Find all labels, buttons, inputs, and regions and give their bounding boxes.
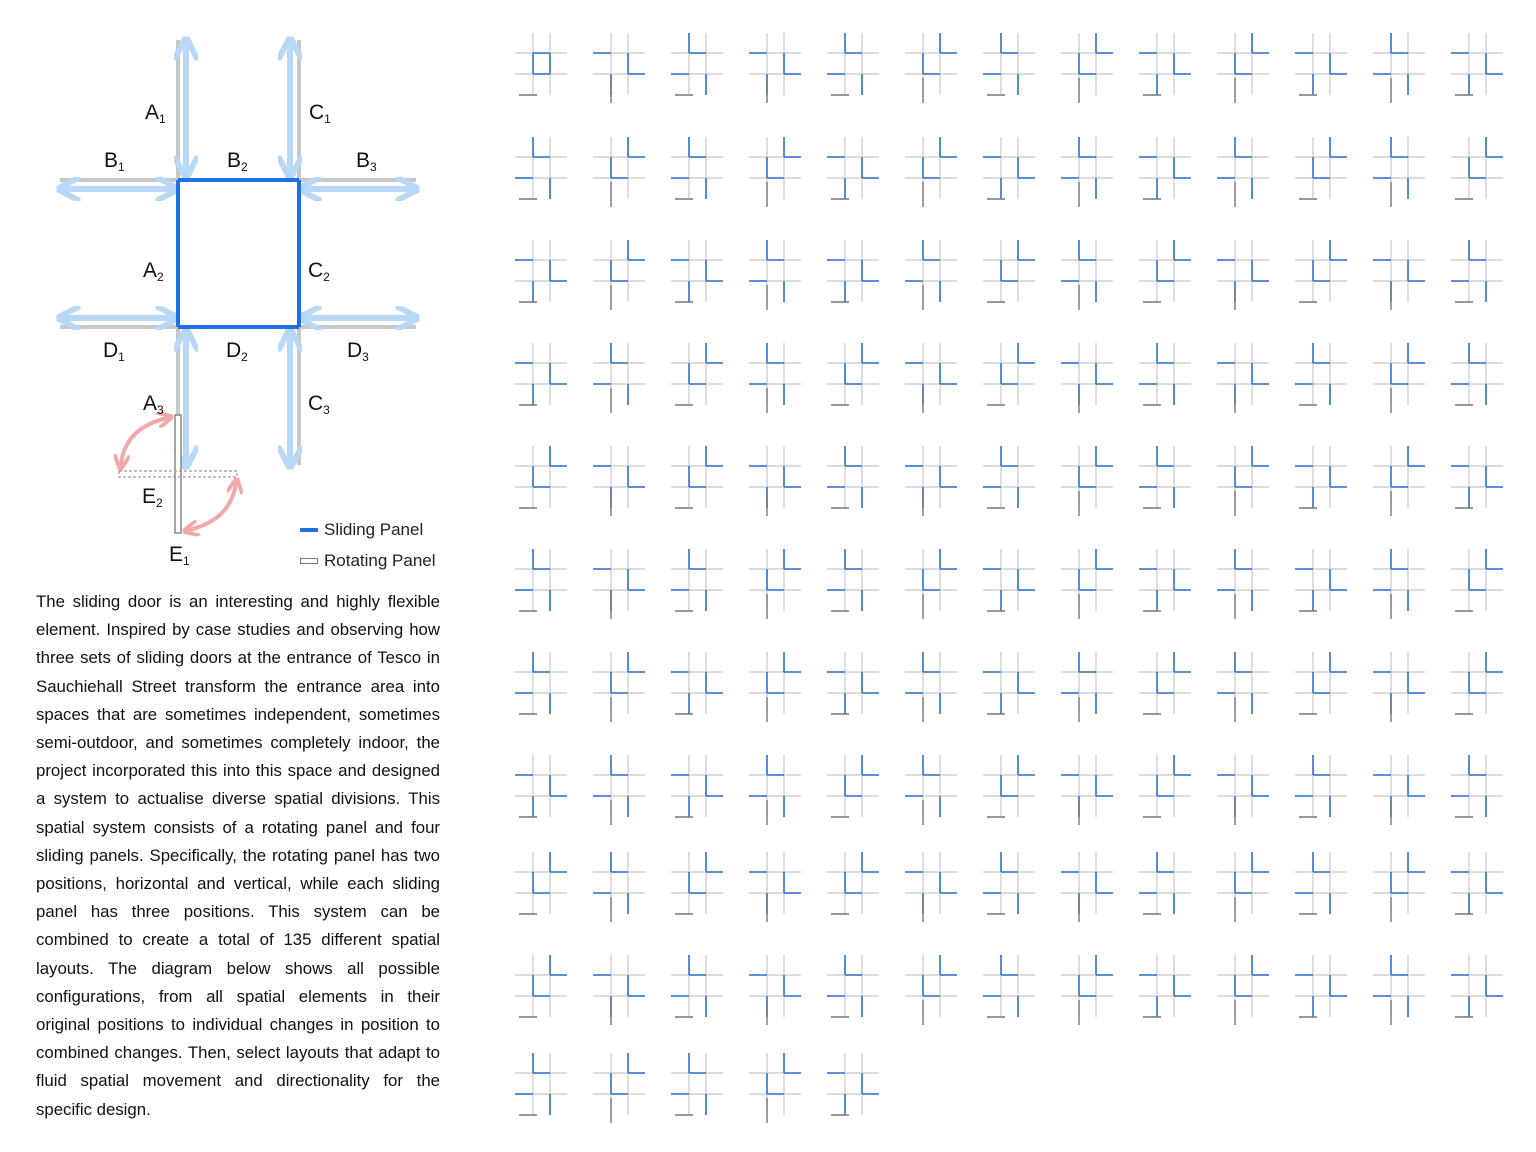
configuration-thumbnail (1295, 343, 1347, 405)
configuration-thumbnail (593, 652, 645, 722)
configuration-thumbnail (1295, 33, 1347, 95)
configuration-thumbnail (827, 137, 879, 199)
legend-rotating-label: Rotating Panel (324, 551, 436, 570)
label-d2: $D_2$ (226, 339, 248, 364)
configuration-thumbnail (1061, 240, 1113, 310)
configuration-thumbnail (827, 955, 879, 1017)
label-b3: $B_3$ (356, 149, 377, 174)
legend-sliding-label: Sliding Panel (324, 520, 424, 539)
configuration-thumbnail (905, 955, 957, 1025)
configuration-thumbnail (1139, 549, 1191, 611)
configuration-thumbnail (1061, 446, 1113, 516)
configuration-thumbnail (1373, 343, 1425, 413)
configuration-thumbnail (827, 446, 879, 508)
configuration-thumbnail (515, 955, 567, 1017)
configuration-thumbnail (827, 1053, 879, 1115)
configuration-thumbnail (749, 446, 801, 516)
configuration-thumbnail (1295, 652, 1347, 714)
configuration-thumbnail (1373, 755, 1425, 825)
configuration-thumbnail (671, 137, 723, 199)
configuration-thumbnail (905, 446, 957, 516)
configuration-thumbnail (1217, 852, 1269, 922)
configuration-thumbnail (749, 240, 801, 310)
configuration-thumbnail (1295, 955, 1347, 1017)
configuration-thumbnail (1061, 755, 1113, 825)
configuration-thumbnail (515, 343, 567, 405)
configuration-thumbnail (671, 652, 723, 714)
configuration-thumbnail (1451, 549, 1503, 611)
configuration-thumbnail (1451, 955, 1503, 1017)
configuration-thumbnail (983, 137, 1035, 199)
label-d1: $D_1$ (103, 339, 125, 364)
configuration-thumbnail (515, 755, 567, 817)
configuration-thumbnail (1295, 240, 1347, 302)
label-a2: $A_2$ (143, 259, 164, 284)
configuration-thumbnail (593, 549, 645, 619)
configuration-thumbnail (593, 755, 645, 825)
configuration-thumbnail (1373, 652, 1425, 722)
configuration-thumbnail (1061, 33, 1113, 103)
configuration-thumbnail (1061, 137, 1113, 207)
configuration-thumbnail (1373, 852, 1425, 922)
configuration-thumbnail (671, 33, 723, 95)
configuration-thumbnail (1451, 446, 1503, 508)
configuration-thumbnail (827, 240, 879, 302)
configuration-thumbnail (827, 343, 879, 405)
configuration-thumbnail (1373, 240, 1425, 310)
configuration-thumbnail (905, 343, 957, 413)
configuration-thumbnail (1295, 852, 1347, 914)
configuration-thumbnail (593, 343, 645, 413)
configuration-thumbnail (983, 240, 1035, 302)
configuration-thumbnail (1139, 137, 1191, 199)
configuration-thumbnail (593, 852, 645, 922)
configuration-thumbnail (983, 852, 1035, 914)
configuration-thumbnail (1217, 33, 1269, 103)
configuration-thumbnail (515, 446, 567, 508)
configuration-thumbnail (749, 549, 801, 619)
configuration-thumbnail (1217, 955, 1269, 1025)
configuration-thumbnail (983, 652, 1035, 714)
label-a3: $A_3$ (143, 392, 164, 417)
configuration-thumbnail (827, 652, 879, 714)
configuration-thumbnail (1451, 652, 1503, 714)
configuration-thumbnail (1295, 137, 1347, 199)
configuration-thumbnail (1451, 852, 1503, 914)
configuration-thumbnail (905, 137, 957, 207)
configuration-thumbnail (905, 852, 957, 922)
label-b1: $B_1$ (104, 149, 125, 174)
configuration-thumbnail (827, 755, 879, 817)
configuration-thumbnail (827, 549, 879, 611)
configuration-thumbnail (1451, 343, 1503, 405)
configuration-thumbnail (983, 955, 1035, 1017)
configuration-thumbnail (827, 852, 879, 914)
label-c1: $C_1$ (309, 101, 331, 126)
configuration-thumbnail (1373, 549, 1425, 619)
configuration-thumbnail (983, 755, 1035, 817)
configuration-thumbnail (1061, 549, 1113, 619)
configuration-thumbnail (1217, 137, 1269, 207)
configuration-thumbnail (1217, 446, 1269, 516)
configuration-thumbnail (671, 755, 723, 817)
label-c3: $C_3$ (308, 392, 330, 417)
configuration-thumbnail (515, 852, 567, 914)
configuration-thumbnail (1061, 852, 1113, 922)
configuration-thumbnail (593, 1053, 645, 1123)
label-d3: $D_3$ (347, 339, 369, 364)
label-e1: $E_1$ (169, 543, 190, 568)
configuration-thumbnail (593, 33, 645, 103)
configuration-thumbnail (1217, 343, 1269, 413)
configuration-thumbnail (1295, 755, 1347, 817)
configuration-thumbnail (1373, 446, 1425, 516)
configuration-thumbnail (1061, 955, 1113, 1025)
configuration-thumbnail (827, 33, 879, 95)
configuration-thumbnail (671, 446, 723, 508)
configuration-thumbnail (1217, 755, 1269, 825)
configuration-thumbnail (983, 33, 1035, 95)
configuration-thumbnail (983, 446, 1035, 508)
label-c2: $C_2$ (308, 259, 330, 284)
configuration-thumbnail (515, 549, 567, 611)
configuration-thumbnail (1373, 33, 1425, 103)
configuration-thumbnail (1139, 343, 1191, 405)
configuration-thumbnail (593, 240, 645, 310)
configuration-thumbnail (515, 137, 567, 199)
configuration-thumbnail (1217, 652, 1269, 722)
configuration-thumbnail (1139, 33, 1191, 95)
configuration-thumbnail (1217, 240, 1269, 310)
configuration-thumbnail (983, 549, 1035, 611)
configuration-thumbnail (749, 33, 801, 103)
configuration-thumbnail (1217, 549, 1269, 619)
configuration-thumbnail (1295, 446, 1347, 508)
configuration-thumbnail (749, 755, 801, 825)
configuration-thumbnail (983, 343, 1035, 405)
configuration-thumbnail (593, 446, 645, 516)
configuration-thumbnail (749, 137, 801, 207)
configuration-thumbnail (1451, 33, 1503, 95)
configuration-thumbnail (515, 33, 567, 95)
configuration-thumbnail (1373, 955, 1425, 1025)
configuration-thumbnail (749, 652, 801, 722)
configuration-thumbnail (1139, 652, 1191, 714)
configuration-thumbnail (671, 549, 723, 611)
configuration-thumbnail (749, 852, 801, 922)
configuration-thumbnail (1451, 755, 1503, 817)
configuration-thumbnail (1295, 549, 1347, 611)
configuration-thumbnail (1451, 240, 1503, 302)
configuration-thumbnail (671, 240, 723, 302)
configuration-thumbnail (515, 240, 567, 302)
configuration-thumbnail (749, 1053, 801, 1123)
configuration-thumbnail (671, 955, 723, 1017)
configuration-thumbnail (593, 137, 645, 207)
configuration-thumbnail (593, 955, 645, 1025)
configuration-thumbnail (905, 33, 957, 103)
configuration-thumbnail (749, 343, 801, 413)
configuration-thumbnail (1139, 955, 1191, 1017)
configuration-thumbnail (749, 955, 801, 1025)
configuration-thumbnail (515, 1053, 567, 1115)
configuration-thumbnail (1373, 137, 1425, 207)
configuration-thumbnail (671, 852, 723, 914)
configuration-thumbnail (1139, 240, 1191, 302)
configuration-thumbnail (905, 652, 957, 722)
configuration-thumbnail (1139, 852, 1191, 914)
configuration-thumbnail (1061, 343, 1113, 413)
description-paragraph: The sliding door is an interesting and highly flexible element. Inspired by case studies and observing how three sets of sliding doors at the entrance of Tesco in Sauchiehall Street transform the entrance area into spaces that are sometimes independent, sometimes semi-outdoor, and sometimes completely indoor, the project incorporated this into this space and designed a system to actualise diverse spatial divisions. This spatial system consists of a rotating panel and four sliding panels. Specifically, the rotating panel has two positions, horizontal and vertical, while each sliding panel has three positions. This system can be combined to create a total of 135 different spatial layouts. The diagram below shows all possible configurations, from all spatial elements in their original positions to individual changes in position to combined changes. Then, select layouts that adapt to fluid spatial movement and directionality for the specific design. (36, 592, 440, 1119)
configuration-thumbnail (905, 240, 957, 310)
configuration-thumbnail (1139, 755, 1191, 817)
configuration-thumbnail (671, 1053, 723, 1115)
label-b2: $B_2$ (227, 149, 248, 174)
configuration-thumbnail (671, 343, 723, 405)
label-a1: $A_1$ (145, 101, 166, 126)
configuration-thumbnail (515, 652, 567, 714)
configuration-thumbnail (905, 755, 957, 825)
configuration-thumbnail (1061, 652, 1113, 722)
configuration-thumbnail (1139, 446, 1191, 508)
configuration-thumbnail (905, 549, 957, 619)
configuration-thumbnail (1451, 137, 1503, 199)
label-e2: $E_2$ (142, 485, 163, 510)
